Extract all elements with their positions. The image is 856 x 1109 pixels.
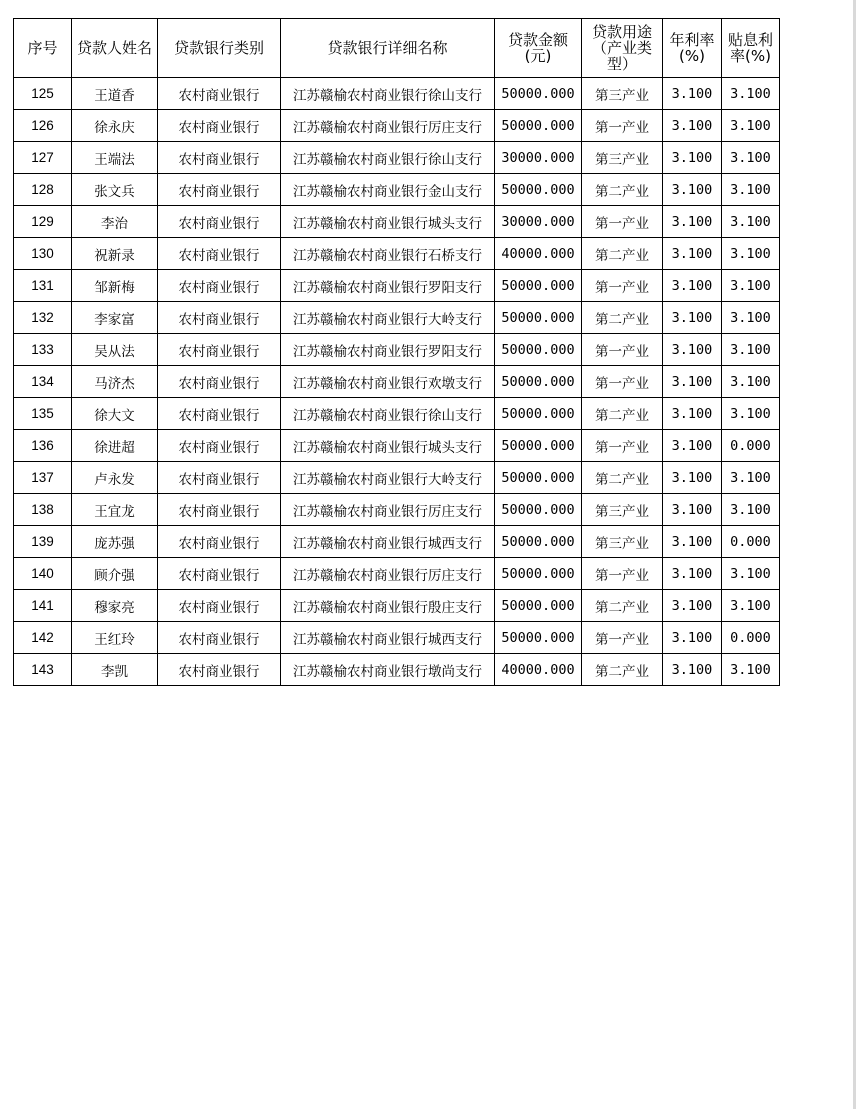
cell-subsidy: 3.100 xyxy=(722,462,780,494)
cell-bank-name: 江苏赣榆农村商业银行徐山支行 xyxy=(281,78,495,110)
table-row xyxy=(14,270,780,302)
header-bank-name: 贷款银行详细名称 xyxy=(281,19,495,78)
cell-borrower: 徐大文 xyxy=(72,398,158,430)
cell-amount: 50000.000 xyxy=(495,462,582,494)
cell-bank-type: 农村商业银行 xyxy=(158,334,281,366)
cell-bank-type: 农村商业银行 xyxy=(158,302,281,334)
cell-bank-type: 农村商业银行 xyxy=(158,366,281,398)
table-row xyxy=(14,174,780,206)
cell-rate: 3.100 xyxy=(663,302,722,334)
cell-seq: 132 xyxy=(14,302,72,334)
cell-subsidy: 0.000 xyxy=(722,526,780,558)
cell-borrower: 王端法 xyxy=(72,142,158,174)
cell-rate: 3.100 xyxy=(663,206,722,238)
cell-borrower: 李治 xyxy=(72,206,158,238)
cell-purpose: 第二产业 xyxy=(582,302,663,334)
cell-seq: 129 xyxy=(14,206,72,238)
cell-purpose: 第二产业 xyxy=(582,238,663,270)
cell-bank-name: 江苏赣榆农村商业银行大岭支行 xyxy=(281,462,495,494)
cell-borrower: 祝新录 xyxy=(72,238,158,270)
cell-bank-name: 江苏赣榆农村商业银行厉庄支行 xyxy=(281,494,495,526)
cell-purpose: 第一产业 xyxy=(582,270,663,302)
cell-amount: 40000.000 xyxy=(495,654,582,686)
cell-purpose: 第一产业 xyxy=(582,622,663,654)
cell-bank-name: 江苏赣榆农村商业银行城头支行 xyxy=(281,430,495,462)
header-rate: 年利率(%) xyxy=(663,19,722,78)
cell-bank-name: 江苏赣榆农村商业银行罗阳支行 xyxy=(281,270,495,302)
cell-amount: 50000.000 xyxy=(495,622,582,654)
cell-amount: 30000.000 xyxy=(495,206,582,238)
cell-bank-type: 农村商业银行 xyxy=(158,78,281,110)
cell-rate: 3.100 xyxy=(663,430,722,462)
cell-rate: 3.100 xyxy=(663,558,722,590)
cell-amount: 40000.000 xyxy=(495,238,582,270)
cell-purpose: 第三产业 xyxy=(582,526,663,558)
cell-bank-type: 农村商业银行 xyxy=(158,494,281,526)
cell-bank-name: 江苏赣榆农村商业银行大岭支行 xyxy=(281,302,495,334)
cell-bank-type: 农村商业银行 xyxy=(158,110,281,142)
cell-subsidy: 3.100 xyxy=(722,398,780,430)
cell-subsidy: 3.100 xyxy=(722,494,780,526)
cell-purpose: 第一产业 xyxy=(582,110,663,142)
cell-amount: 50000.000 xyxy=(495,366,582,398)
table-row xyxy=(14,110,780,142)
cell-borrower: 王红玲 xyxy=(72,622,158,654)
cell-bank-name: 江苏赣榆农村商业银行城西支行 xyxy=(281,526,495,558)
cell-bank-name: 江苏赣榆农村商业银行墩尚支行 xyxy=(281,654,495,686)
cell-rate: 3.100 xyxy=(663,462,722,494)
cell-amount: 50000.000 xyxy=(495,334,582,366)
table-header-row xyxy=(14,19,780,78)
header-seq: 序号 xyxy=(14,19,72,78)
cell-purpose: 第二产业 xyxy=(582,590,663,622)
table-row xyxy=(14,430,780,462)
cell-subsidy: 3.100 xyxy=(722,366,780,398)
cell-rate: 3.100 xyxy=(663,110,722,142)
table-row xyxy=(14,526,780,558)
header-bank-type: 贷款银行类别 xyxy=(158,19,281,78)
cell-rate: 3.100 xyxy=(663,174,722,206)
header-amount: 贷款金额(元) xyxy=(495,19,582,78)
cell-seq: 131 xyxy=(14,270,72,302)
cell-amount: 50000.000 xyxy=(495,558,582,590)
cell-bank-type: 农村商业银行 xyxy=(158,206,281,238)
cell-subsidy: 3.100 xyxy=(722,78,780,110)
cell-bank-type: 农村商业银行 xyxy=(158,622,281,654)
cell-seq: 140 xyxy=(14,558,72,590)
cell-bank-type: 农村商业银行 xyxy=(158,174,281,206)
cell-rate: 3.100 xyxy=(663,526,722,558)
cell-amount: 50000.000 xyxy=(495,174,582,206)
table-row xyxy=(14,238,780,270)
cell-purpose: 第一产业 xyxy=(582,206,663,238)
cell-purpose: 第一产业 xyxy=(582,334,663,366)
cell-borrower: 穆家亮 xyxy=(72,590,158,622)
cell-seq: 143 xyxy=(14,654,72,686)
cell-bank-name: 江苏赣榆农村商业银行徐山支行 xyxy=(281,142,495,174)
cell-rate: 3.100 xyxy=(663,398,722,430)
cell-borrower: 马济杰 xyxy=(72,366,158,398)
cell-bank-name: 江苏赣榆农村商业银行城头支行 xyxy=(281,206,495,238)
cell-purpose: 第二产业 xyxy=(582,174,663,206)
cell-subsidy: 0.000 xyxy=(722,430,780,462)
cell-rate: 3.100 xyxy=(663,334,722,366)
cell-borrower: 顾介强 xyxy=(72,558,158,590)
cell-purpose: 第三产业 xyxy=(582,78,663,110)
cell-bank-name: 江苏赣榆农村商业银行罗阳支行 xyxy=(281,334,495,366)
cell-rate: 3.100 xyxy=(663,78,722,110)
cell-seq: 136 xyxy=(14,430,72,462)
header-purpose: 贷款用途（产业类型） xyxy=(582,19,663,78)
cell-bank-name: 江苏赣榆农村商业银行金山支行 xyxy=(281,174,495,206)
cell-seq: 138 xyxy=(14,494,72,526)
table-row xyxy=(14,622,780,654)
cell-purpose: 第三产业 xyxy=(582,142,663,174)
table-row xyxy=(14,398,780,430)
cell-seq: 133 xyxy=(14,334,72,366)
cell-rate: 3.100 xyxy=(663,270,722,302)
cell-bank-type: 农村商业银行 xyxy=(158,558,281,590)
table-row xyxy=(14,590,780,622)
cell-borrower: 王宜龙 xyxy=(72,494,158,526)
cell-borrower: 吴从法 xyxy=(72,334,158,366)
cell-borrower: 徐永庆 xyxy=(72,110,158,142)
cell-rate: 3.100 xyxy=(663,654,722,686)
cell-subsidy: 3.100 xyxy=(722,270,780,302)
cell-rate: 3.100 xyxy=(663,238,722,270)
cell-amount: 50000.000 xyxy=(495,270,582,302)
cell-bank-type: 农村商业银行 xyxy=(158,462,281,494)
cell-subsidy: 3.100 xyxy=(722,590,780,622)
header-borrower: 贷款人姓名 xyxy=(72,19,158,78)
cell-rate: 3.100 xyxy=(663,142,722,174)
cell-rate: 3.100 xyxy=(663,622,722,654)
cell-bank-type: 农村商业银行 xyxy=(158,142,281,174)
cell-seq: 142 xyxy=(14,622,72,654)
cell-amount: 50000.000 xyxy=(495,398,582,430)
cell-bank-type: 农村商业银行 xyxy=(158,654,281,686)
cell-rate: 3.100 xyxy=(663,366,722,398)
table-row xyxy=(14,334,780,366)
cell-bank-name: 江苏赣榆农村商业银行城西支行 xyxy=(281,622,495,654)
cell-borrower: 王道香 xyxy=(72,78,158,110)
cell-seq: 126 xyxy=(14,110,72,142)
cell-subsidy: 3.100 xyxy=(722,302,780,334)
cell-seq: 137 xyxy=(14,462,72,494)
cell-amount: 50000.000 xyxy=(495,494,582,526)
cell-seq: 128 xyxy=(14,174,72,206)
cell-bank-name: 江苏赣榆农村商业银行厉庄支行 xyxy=(281,110,495,142)
cell-bank-type: 农村商业银行 xyxy=(158,590,281,622)
cell-borrower: 徐进超 xyxy=(72,430,158,462)
cell-borrower: 李家富 xyxy=(72,302,158,334)
cell-amount: 50000.000 xyxy=(495,302,582,334)
cell-rate: 3.100 xyxy=(663,590,722,622)
cell-subsidy: 3.100 xyxy=(722,558,780,590)
cell-seq: 127 xyxy=(14,142,72,174)
table-row xyxy=(14,654,780,686)
cell-subsidy: 3.100 xyxy=(722,238,780,270)
cell-bank-name: 江苏赣榆农村商业银行欢墩支行 xyxy=(281,366,495,398)
cell-borrower: 李凯 xyxy=(72,654,158,686)
cell-seq: 139 xyxy=(14,526,72,558)
cell-borrower: 邹新梅 xyxy=(72,270,158,302)
header-subsidy-rate: 贴息利率(%) xyxy=(722,19,780,78)
cell-subsidy: 3.100 xyxy=(722,654,780,686)
cell-seq: 130 xyxy=(14,238,72,270)
cell-seq: 125 xyxy=(14,78,72,110)
cell-bank-name: 江苏赣榆农村商业银行厉庄支行 xyxy=(281,558,495,590)
cell-borrower: 张文兵 xyxy=(72,174,158,206)
cell-bank-type: 农村商业银行 xyxy=(158,430,281,462)
cell-bank-type: 农村商业银行 xyxy=(158,238,281,270)
cell-seq: 135 xyxy=(14,398,72,430)
table-row xyxy=(14,206,780,238)
table-row xyxy=(14,142,780,174)
cell-seq: 141 xyxy=(14,590,72,622)
cell-purpose: 第一产业 xyxy=(582,430,663,462)
cell-subsidy: 0.000 xyxy=(722,622,780,654)
cell-amount: 30000.000 xyxy=(495,142,582,174)
table-row xyxy=(14,494,780,526)
cell-amount: 50000.000 xyxy=(495,526,582,558)
table-row xyxy=(14,462,780,494)
cell-bank-name: 江苏赣榆农村商业银行石桥支行 xyxy=(281,238,495,270)
cell-purpose: 第一产业 xyxy=(582,558,663,590)
cell-amount: 50000.000 xyxy=(495,78,582,110)
cell-bank-type: 农村商业银行 xyxy=(158,398,281,430)
table-body xyxy=(14,78,780,686)
cell-amount: 50000.000 xyxy=(495,110,582,142)
cell-borrower: 庞苏强 xyxy=(72,526,158,558)
cell-rate: 3.100 xyxy=(663,494,722,526)
cell-purpose: 第二产业 xyxy=(582,654,663,686)
cell-subsidy: 3.100 xyxy=(722,142,780,174)
cell-seq: 134 xyxy=(14,366,72,398)
cell-amount: 50000.000 xyxy=(495,590,582,622)
cell-purpose: 第二产业 xyxy=(582,398,663,430)
cell-bank-type: 农村商业银行 xyxy=(158,526,281,558)
cell-amount: 50000.000 xyxy=(495,430,582,462)
cell-subsidy: 3.100 xyxy=(722,110,780,142)
cell-purpose: 第三产业 xyxy=(582,494,663,526)
cell-subsidy: 3.100 xyxy=(722,174,780,206)
loan-subsidy-table xyxy=(13,18,780,686)
cell-subsidy: 3.100 xyxy=(722,334,780,366)
table-row xyxy=(14,366,780,398)
cell-bank-name: 江苏赣榆农村商业银行殷庄支行 xyxy=(281,590,495,622)
cell-purpose: 第一产业 xyxy=(582,366,663,398)
table-row xyxy=(14,78,780,110)
cell-bank-type: 农村商业银行 xyxy=(158,270,281,302)
cell-borrower: 卢永发 xyxy=(72,462,158,494)
table-row xyxy=(14,558,780,590)
cell-bank-name: 江苏赣榆农村商业银行徐山支行 xyxy=(281,398,495,430)
table-row xyxy=(14,302,780,334)
cell-purpose: 第二产业 xyxy=(582,462,663,494)
cell-subsidy: 3.100 xyxy=(722,206,780,238)
